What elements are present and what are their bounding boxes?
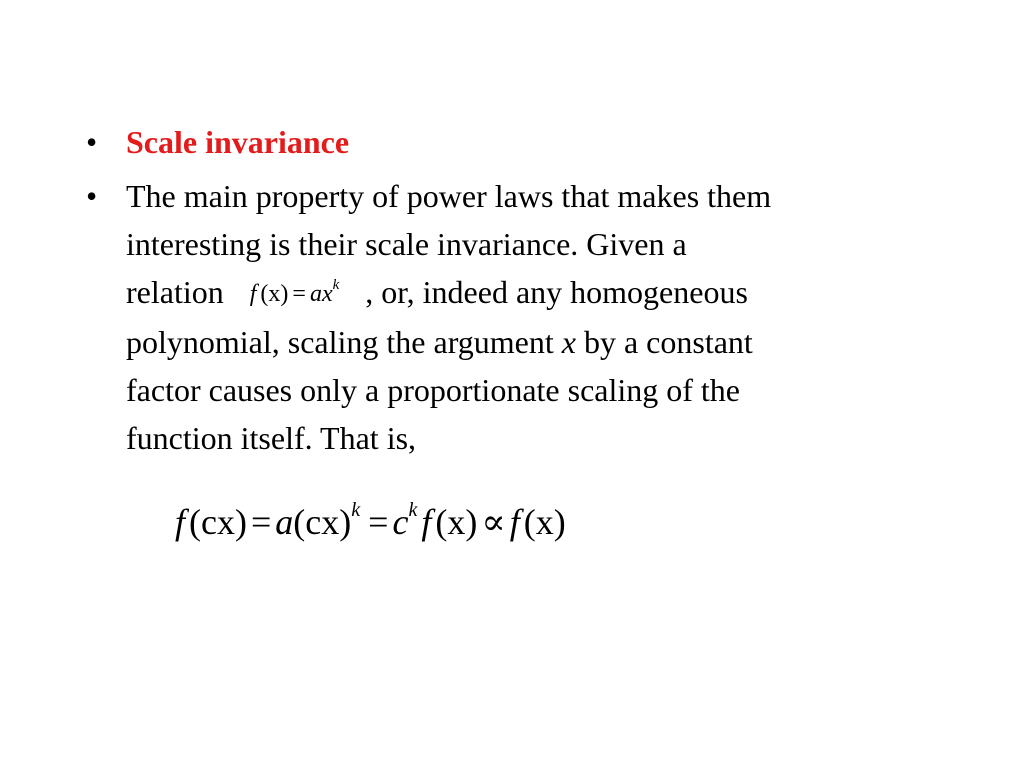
paragraph-line-4-var: x bbox=[561, 324, 576, 360]
display-c: c bbox=[392, 502, 409, 542]
paragraph-line-4-after: by a constant bbox=[583, 324, 753, 360]
inline-formula-exp: k bbox=[332, 277, 340, 293]
inline-formula bbox=[250, 270, 340, 318]
display-f1: f bbox=[175, 502, 186, 542]
paragraph-line-5: factor causes only a proportionate scaling of the bbox=[126, 372, 740, 408]
paragraph-line-6: function itself. That is, bbox=[126, 420, 417, 456]
bullet-icon: • bbox=[86, 178, 98, 214]
display-eq2: = bbox=[368, 502, 389, 542]
bullet-heading bbox=[86, 118, 946, 166]
display-arg3: (x) bbox=[435, 502, 478, 542]
display-a: a bbox=[275, 502, 294, 542]
display-eq1: = bbox=[250, 502, 272, 542]
inline-formula-eq: = bbox=[292, 281, 306, 307]
display-exp2: k bbox=[408, 499, 418, 521]
inline-formula-f: f bbox=[249, 281, 257, 307]
display-arg4: (x) bbox=[523, 502, 566, 542]
inline-formula-x: x bbox=[321, 281, 333, 307]
display-arg1: (cx) bbox=[189, 502, 247, 542]
display-arg2: (cx) bbox=[293, 502, 352, 542]
display-f2: f bbox=[421, 502, 432, 542]
paragraph-line-3-before: relation bbox=[126, 274, 224, 310]
bullet-paragraph bbox=[86, 172, 946, 462]
paragraph-line-3-after: , or, indeed any homogeneous bbox=[365, 274, 748, 310]
inline-formula-arg: (x) bbox=[260, 281, 289, 307]
inline-formula-a: a bbox=[309, 281, 322, 307]
paragraph-line-4-before: polynomial, scaling the argument bbox=[126, 324, 554, 360]
paragraph-line-2: interesting is their scale invariance. Given a bbox=[126, 226, 687, 262]
display-formula bbox=[175, 494, 566, 550]
bullet-list bbox=[86, 118, 946, 468]
paragraph-line-1: The main property of power laws that makes them bbox=[126, 178, 772, 214]
bullet-icon: • bbox=[86, 124, 98, 160]
display-f3: f bbox=[509, 502, 520, 542]
slide-heading: Scale invariance bbox=[126, 124, 350, 160]
display-propto-icon: ∝ bbox=[481, 502, 506, 542]
display-exp1: k bbox=[351, 499, 361, 521]
